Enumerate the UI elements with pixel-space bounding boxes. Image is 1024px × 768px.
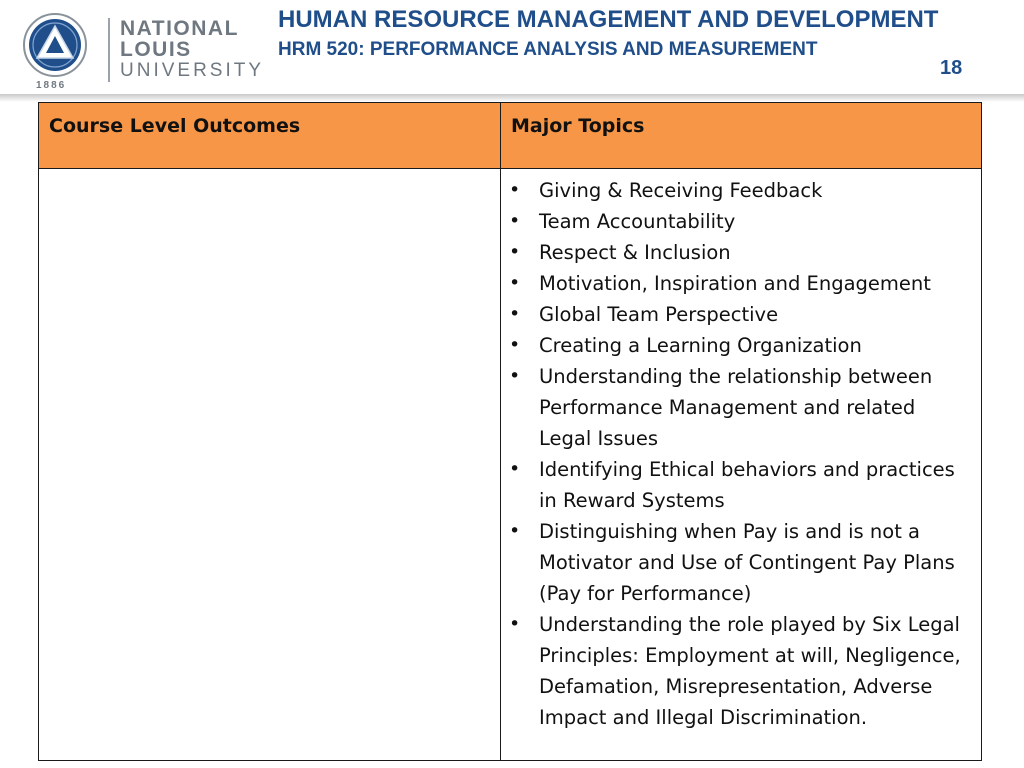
topic-item: • Giving & Receiving Feedback: [539, 175, 971, 206]
slide-title: HUMAN RESOURCE MANAGEMENT AND DEVELOPMENT: [278, 6, 939, 33]
university-logo: [22, 12, 265, 91]
topic-item: • Global Team Perspective: [539, 299, 971, 330]
slide-subtitle: HRM 520: PERFORMANCE ANALYSIS AND MEASUREMENT: [278, 39, 818, 60]
header-shadow: [0, 94, 1024, 102]
topic-item: • Understanding the relationship between Performance Management and related Legal Issues: [539, 361, 971, 454]
table-row: [39, 169, 982, 761]
slide-header: [0, 0, 1024, 96]
column-header-topics: Major Topics: [501, 103, 982, 169]
logo-line-3: UNIVERSITY: [120, 60, 265, 81]
topic-item: • Creating a Learning Organization: [539, 330, 971, 361]
topic-item: • Team Accountability: [539, 206, 971, 237]
logo-line-2: LOUIS: [120, 38, 192, 61]
logo-wordmark: [120, 18, 264, 81]
topic-item: • Distinguishing when Pay is and is not a Motivator and Use of Contingent Pay Plans (Pay for Performance): [539, 516, 971, 609]
page-number: 18: [940, 57, 963, 79]
topic-item: • Identifying Ethical behaviors and practices in Reward Systems: [539, 454, 971, 516]
topic-item: • Motivation, Inspiration and Engagement: [539, 268, 971, 299]
logo-year: 1886: [36, 80, 67, 91]
topics-cell: [501, 169, 982, 761]
national-louis-seal-icon: [22, 12, 88, 78]
outcome-cell: [39, 169, 501, 761]
logo-divider: [108, 18, 110, 82]
column-header-outcomes: Course Level Outcomes: [39, 103, 501, 169]
topic-item: • Understanding the role played by Six Legal Principles: Employment at will, Negligence, Defamation, Misrepresentation, Adverse Impact and Illegal Discrimination.: [539, 609, 971, 733]
topic-item: • Respect & Inclusion: [539, 237, 971, 268]
logo-line-1: NATIONAL: [120, 17, 239, 40]
table-header-row: [39, 103, 982, 169]
topics-list: [501, 175, 971, 733]
outcomes-table: [38, 102, 982, 761]
